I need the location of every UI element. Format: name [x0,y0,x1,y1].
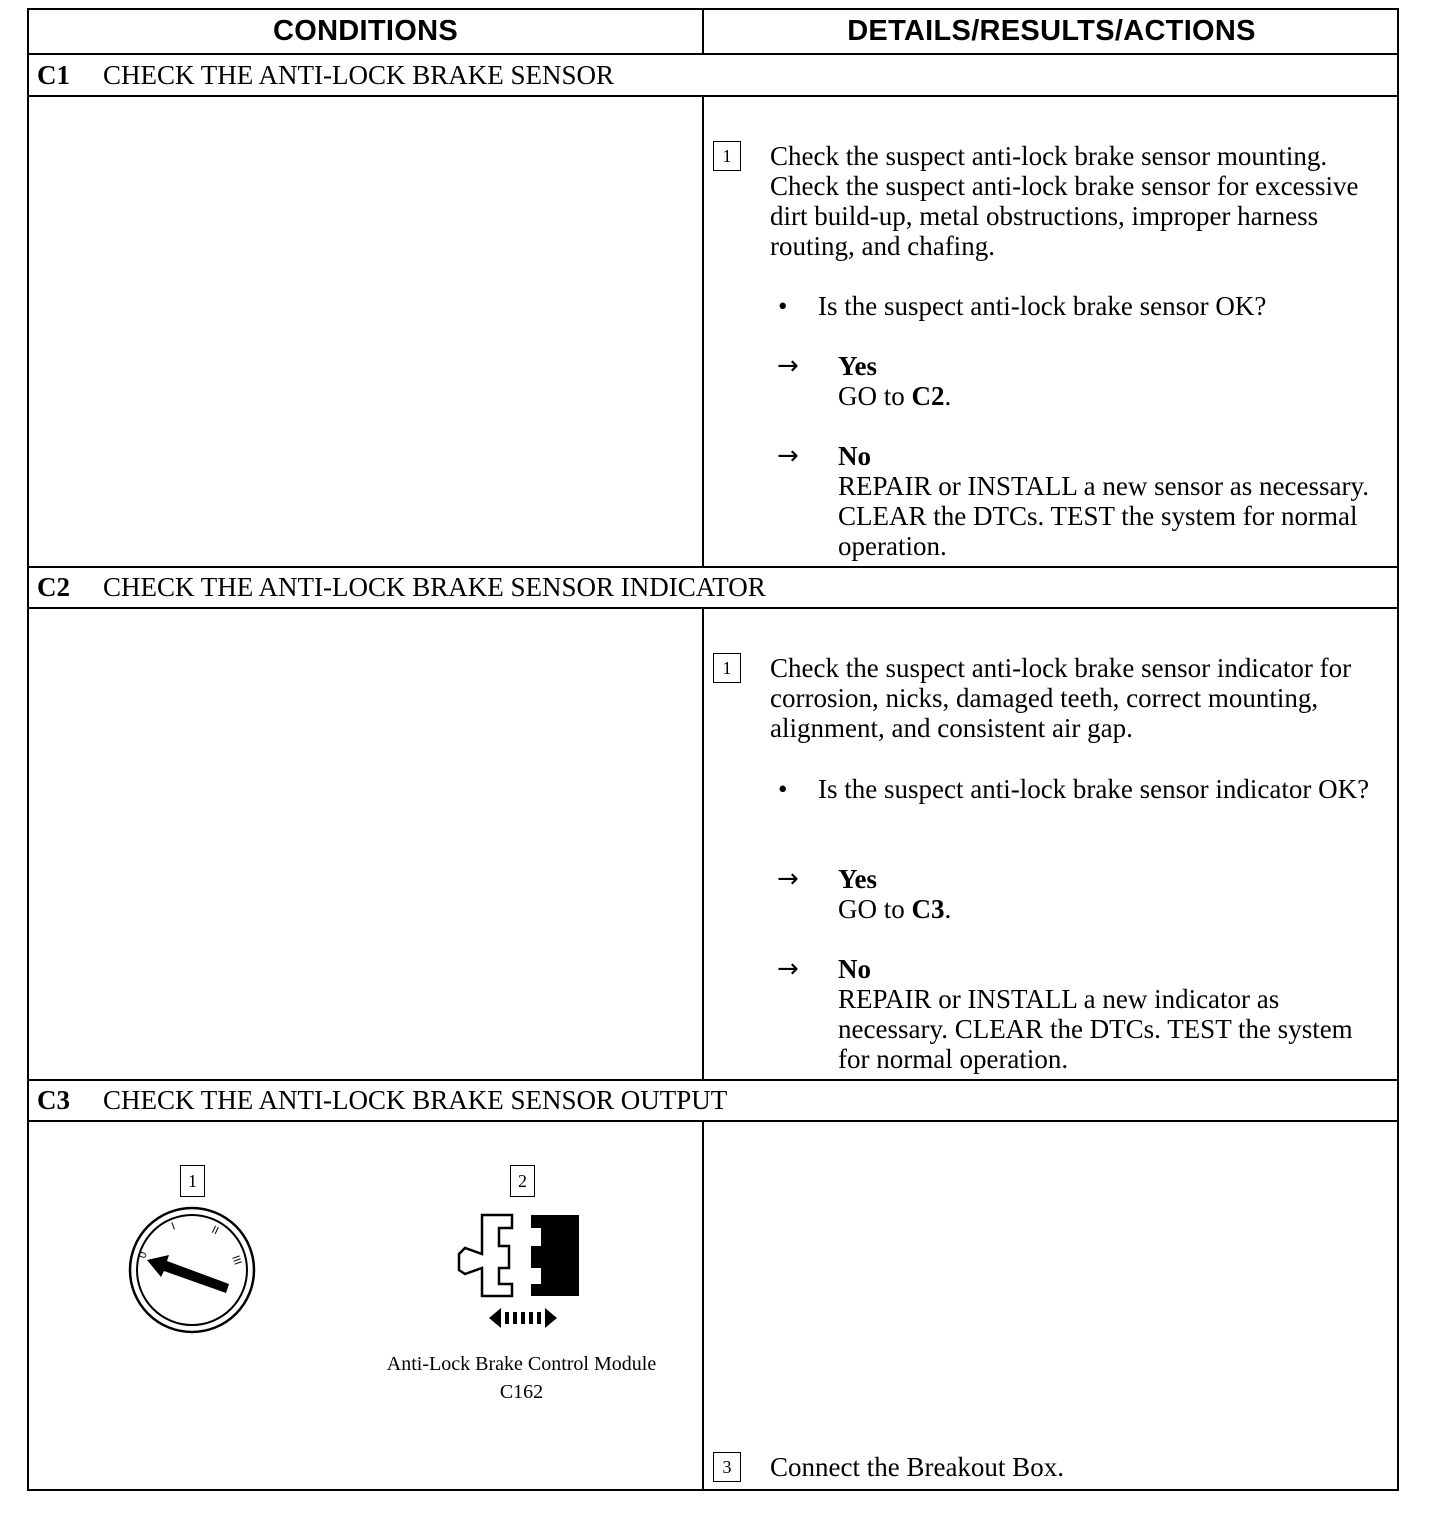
section-title-c3 [37,1080,727,1120]
figure-caption [359,1350,684,1406]
no-answer [838,954,1378,1074]
section-title-text: CHECK THE ANTI-LOCK BRAKE SENSOR OUTPUT [103,1084,728,1115]
caption-line-2: C162 [499,1381,544,1403]
bullet-icon: • [778,291,788,321]
section-title-c1 [37,55,614,95]
switch-mark-off: 0 [136,1250,150,1261]
yes-target: C3 [911,894,945,924]
section-title-text: CHECK THE ANTI-LOCK BRAKE SENSOR INDICATOR [103,571,766,602]
disconnect-arrow-icon [489,1308,557,1328]
yes-label: Yes [838,351,877,381]
switch-mark-acc: I [169,1220,177,1233]
divider [29,95,1397,97]
section-code: C3 [37,1084,70,1115]
no-label: No [838,954,871,984]
arrow-right-icon: → [777,441,799,471]
step-text: Check the suspect anti-lock brake sensor indicator for corrosion, nicks, damaged teeth, correct mounting, alignment, and consistent air gap. [770,653,1352,743]
yes-answer [838,351,951,411]
conditions-header: CONDITIONS [272,15,459,47]
connector-icon [457,1210,587,1340]
caption-line-1: Anti-Lock Brake Control Module [386,1353,657,1375]
yes-prefix: GO to [838,894,912,924]
column-divider [702,95,704,567]
question-text: Is the suspect anti-lock brake sensor indicator OK? [818,774,1370,804]
step-number-box: 1 [713,141,741,171]
yes-target: C2 [911,381,945,411]
section-code: C1 [37,59,70,90]
step-number-box: 3 [713,1452,741,1482]
arrow-right-icon: → [777,351,799,381]
step-text: Check the suspect anti-lock brake sensor mounting. Check the suspect anti-lock brake sensor for excessive dirt build-up, metal obstructions, improper harness routing, and chafing. [770,141,1359,261]
ignition-switch-icon [127,1205,257,1335]
details-header: DETAILS/RESULTS/ACTIONS [847,15,1256,47]
figure-number-box: 1 [180,1165,205,1197]
yes-label: Yes [838,864,877,894]
no-label: No [838,441,871,471]
column-divider [702,1120,704,1491]
divider [29,1120,1397,1122]
step-text: Connect the Breakout Box. [770,1452,1064,1482]
yes-suffix: . [944,894,952,924]
bullet-icon: • [778,774,788,804]
step-number-box: 1 [713,653,741,683]
column-divider [702,607,704,1080]
no-text: REPAIR or INSTALL a new sensor as necessary. CLEAR the DTCs. TEST the system for normal operation. [838,471,1369,561]
arrow-right-icon: → [777,954,799,984]
divider [29,607,1397,609]
section-title-text: CHECK THE ANTI-LOCK BRAKE SENSOR [103,59,615,90]
switch-mark-start: III [229,1253,244,1267]
arrow-right-icon: → [777,864,799,894]
figure-number-box: 2 [510,1165,535,1197]
switch-mark-run: II [209,1223,221,1238]
section-code: C2 [37,571,70,602]
no-text: REPAIR or INSTALL a new indicator as necessary. CLEAR the DTCs. TEST the system for normal operation. [838,984,1353,1074]
no-answer [838,441,1383,561]
yes-answer [838,864,951,924]
diagnostic-table [27,8,1399,1491]
section-title-c2 [37,567,766,607]
yes-prefix: GO to [838,381,912,411]
yes-suffix: . [944,381,952,411]
column-divider [702,10,704,54]
question-text: Is the suspect anti-lock brake sensor OK? [818,291,1267,321]
